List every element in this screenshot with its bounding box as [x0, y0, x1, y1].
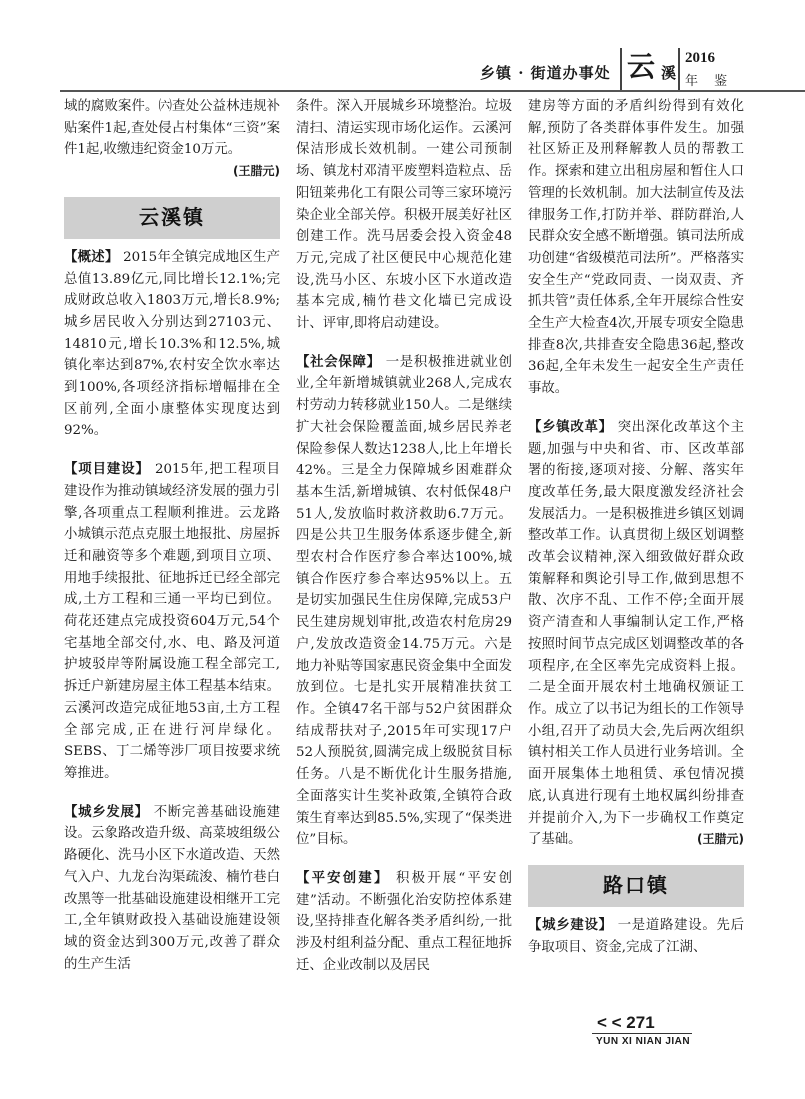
paragraph: 条件。深入开展城乡环境整治。垃圾清扫、清运实现市场化运作。云溪河保洁形成长效机制。一建公司预制场、镇龙村邓清平废塑料造粒点、岳阳钮莱弗化工有限公司等三家环境污染企业全部关停。积极开展美好社区创建工作。洗马居委会投入资金48万元,完成了社区便民中心规范化建设,洗马小区、东坡小区下水道改造基本完成,楠竹巷文化墙已完成设计、评审,即将启动建设。	[296, 99, 512, 332]
paragraph: 域的腐败案件。㈥查处公益林违规补贴案件1起,查处侵占村集体“三资”案件1起,收缴违纪资金10万元。 (王腊元)	[64, 96, 280, 161]
paragraph-development: 【城乡发展】 不断完善基础设施建设。云象路改造升级、高菜坡组级公路硬化、洗马小区下水道改造、天然气入户、九龙台沟渠疏浚、楠竹巷白改黑等一批基础设施建设相继开工完工,全年镇财政投入基础设施建设领域的资金达到300万元,改善了群众的生产生活	[64, 803, 281, 972]
section-label: 【城乡建设】	[528, 916, 613, 933]
section-banner-yunxi: 云溪镇	[64, 197, 280, 239]
paragraph-overview: 【概述】 2015年全镇完成地区生产总值13.89亿元,同比增长12.1%;完成财政总收入1803万元,增长8.9%;城乡居民收入分别达到27103元、14810元,增长10.3%和12.5%,城镇化率达到87%,农村安全饮水率达到100%,各项经济指标增幅排在全区前列,全面小康整体实现度达到92%。	[64, 248, 281, 439]
text-column-3	[528, 96, 744, 958]
paragraph: 建房等方面的矛盾纠纷得到有效化解,预防了各类群体事件发生。加强社区矫正及刑释解教人员的帮教工作。探索和建立出租房屋和暂住人口管理的长效机制。加大法制宣传及法律服务工作,打防并举、群防群治,人民群众安全感不断增强。镇司法所成功创建“省级模范司法所”。严格落实安全生产“党政同责、一岗双责、齐抓共管”责任体系,全年开展综合性安全生产大检查4次,开展专项安全隐患排查8次,共排查安全隐患36起,整改36起,全年未发生一起安全生产责任事故。	[528, 99, 744, 397]
paragraph-construction: 【城乡建设】 一是道路建设。先后争取项目、资金,完成了江湖、	[528, 916, 745, 955]
footer-rule	[592, 1033, 692, 1034]
section-label: 【概述】	[64, 248, 119, 265]
section-label: 【乡镇改革】	[528, 418, 613, 435]
text-column-1	[64, 96, 280, 975]
yearbook-year: 2016	[685, 50, 715, 66]
section-label: 【社会保障】	[296, 353, 381, 370]
yearbook-label: 年 鉴	[685, 74, 734, 89]
section-label: 【城乡发展】	[64, 803, 149, 820]
running-header-section: 乡镇 · 街道办事处	[480, 64, 611, 82]
section-banner-lukou: 路口镇	[528, 865, 744, 907]
paragraph-projects: 【项目建设】 2015年,把工程项目建设作为推动镇域经济发展的强力引擎,各项重点工程顺利推进。云龙路小城镇示范点克服土地报批、房屋拆迁和融资等多个难题,到项目立项、用地手续报批、征地拆迁已经全部完成,土方工程和三通一平均已到位。荷花还建点完成投资604万元,54个宅基地全部交付,水、电、路及河道护坡驳岸等附属设施工程全部完工,拆迁户新建房屋主体工程基本结束。云溪河改造完成征地53亩,土方工程全部完成,正在进行河岸绿化。SEBS、丁二烯等涉厂项目按要求统筹推进。	[64, 461, 280, 781]
header-divider	[620, 48, 622, 90]
header-divider	[678, 48, 680, 90]
author-signature: (王腊元)	[233, 164, 280, 179]
paragraph-social-security: 【社会保障】 一是积极推进就业创业,全年新增城镇就业268人,完成农村劳动力转移就业150人。二是继续扩大社会保险覆盖面,城乡居民养老保险参保人数达1238人,比上年增长42%。三是全力保障城乡困难群众基本生活,新增城镇、农村低保48户51人,发放临时救济救助6.7万元。四是公共卫生服务体系逐步健全,新型农村合作医疗参合率达100%,城镇合作医疗参合率达95%以上。五是切实加强民生住房保障,完成53户民生建房规划审批,改造农村危房29户,发放改造资金14.75万元。六是地力补贴等国家惠民资金集中全面发放到位。七是扎实开展精准扶贫工作。全镇47名干部与52户贫困群众结成帮扶对子,2015年可实现17户52人预脱贫,圆满完成上级脱贫目标任务。八是不断优化计生服务措施,全面落实计生奖补政策,全镇符合政策生育率达到85.5%,实现了“保类进位”目标。	[296, 353, 513, 848]
paragraph-safety: 【平安创建】 积极开展“平安创建”活动。不断强化治安防控体系建设,坚持排查化解各类矛盾纠纷,一批涉及村组利益分配、重点工程征地拆迁、企业改制以及居民	[296, 869, 512, 973]
text-column-2	[296, 96, 512, 976]
yearbook-logo-char-small: 溪	[661, 64, 677, 82]
yearbook-logo-char: 云	[627, 50, 656, 83]
section-label: 【项目建设】	[64, 461, 150, 478]
author-signature: (王腊元)	[697, 832, 744, 847]
header-rule	[60, 90, 805, 92]
page-number: < < 271	[597, 1013, 655, 1032]
paragraph-reform: 【乡镇改革】 突出深化改革这个主题,加强与中央和省、市、区改革部署的衔接,逐项对接、分解、落实年度改革任务,最大限度激发经济社会发展活力。一是积极推进乡镇区划调整改革工作。认真贯彻上级区划调整改革会议精神,深入细致做好群众政策解释和舆论引导工作,做到思想不散、次序不乱、工作不停;全面开展资产清查和人事编制认定工作,严格按照时间节点完成区划调整改革的各项程序,在全区率先完成资料上报。二是全面开展农村土地确权颁证工作。成立了以书记为组长的工作领导小组,召开了动员大会,先后两次组织镇村相关工作人员进行业务培训。全面开展集体土地租赁、承包情况摸底,认真进行现有土地权属纠纷排查并提前介入,为下一步确权工作奠定了基础。 (王腊元)	[528, 417, 744, 851]
section-label: 【平安创建】	[296, 869, 390, 886]
footer-book-title: YUN XI NIAN JIAN	[596, 1036, 691, 1047]
